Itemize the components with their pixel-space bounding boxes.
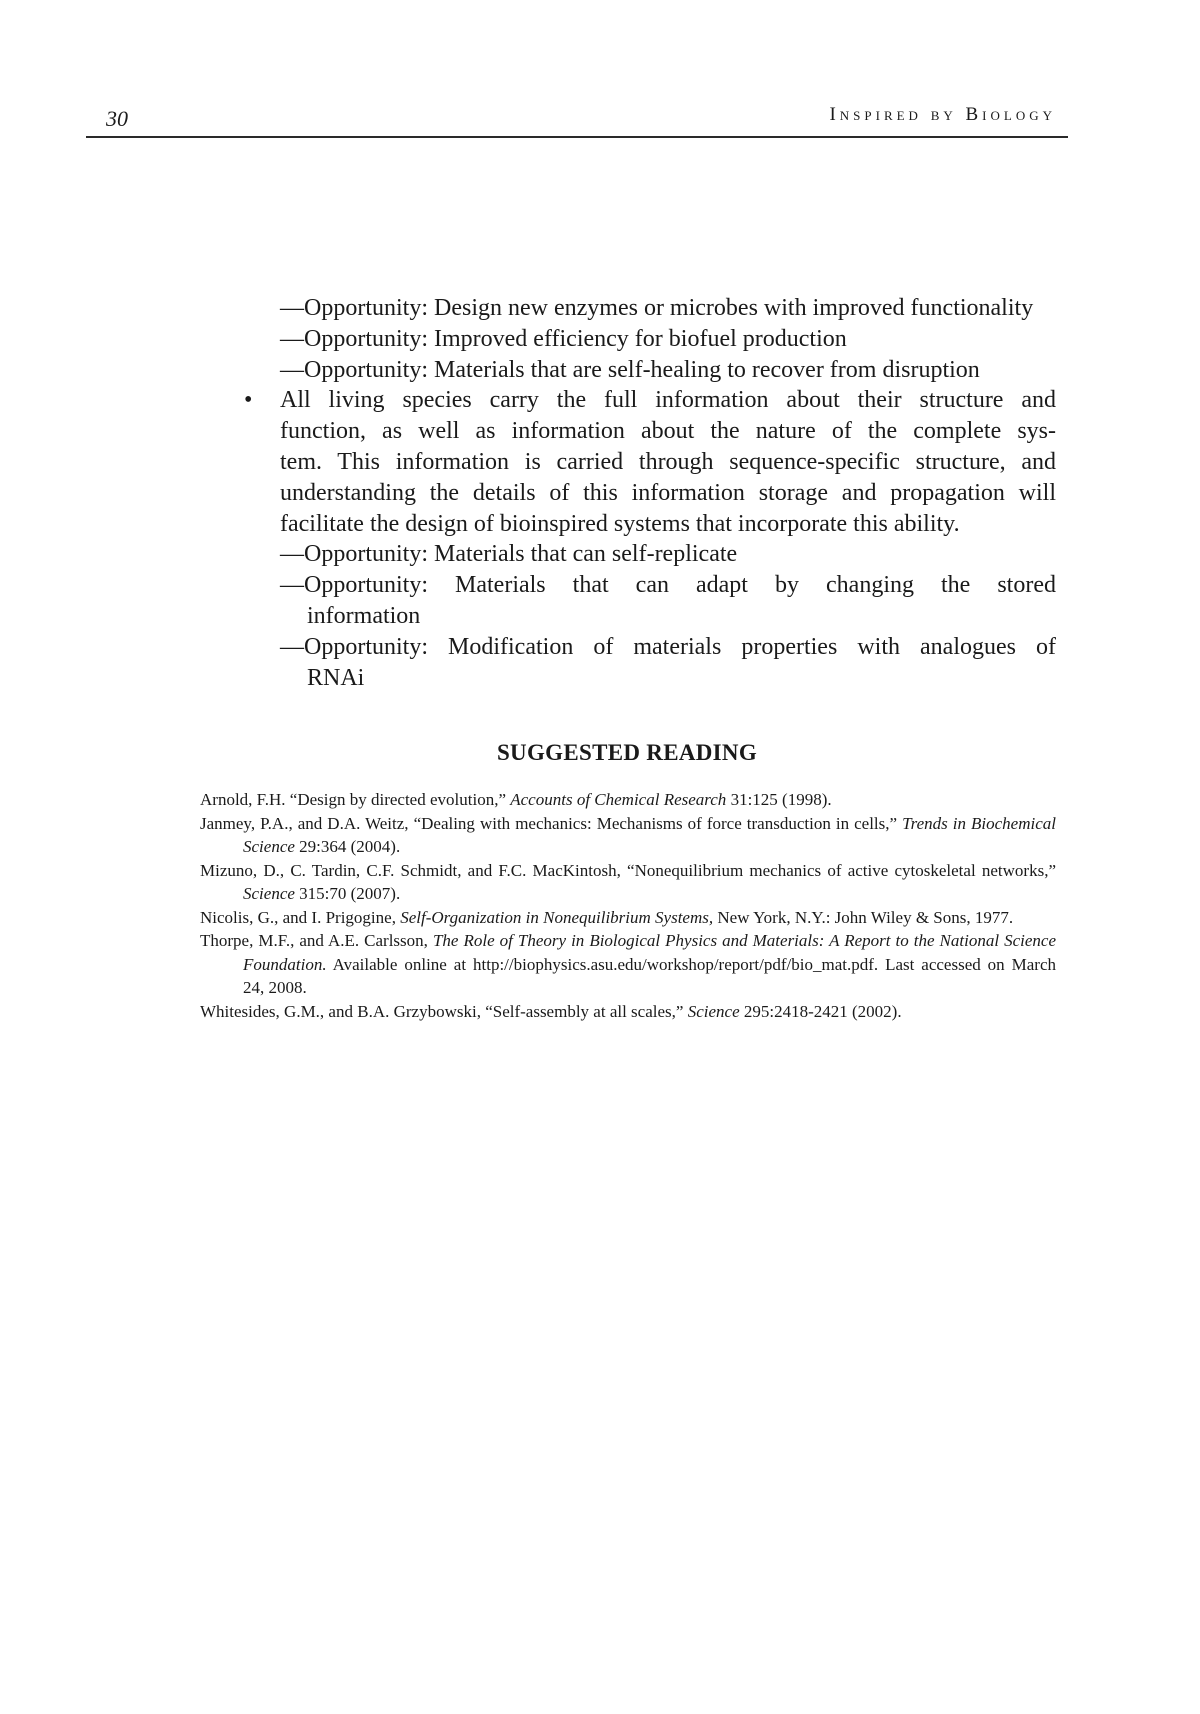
section-title: SUGGESTED READING <box>496 740 758 765</box>
bullet-line: facilitate the design of bioinspired systems that incorporate this ability. <box>280 510 960 537</box>
opportunity-line: —Opportunity: Modification of materials properties with analogues of <box>280 633 1056 660</box>
opportunity-line: —Opportunity: Materials that can adapt by changing the stored <box>280 572 1056 599</box>
opportunity-line: —Opportunity: Design new enzymes or microbes with improved functionality <box>280 295 1034 321</box>
reference-text: Mizuno, D., C. Tardin, C.F. Schmidt, and F.C. MacKintosh, “Nonequilibrium mechanics of active cytoskeletal networks,” <box>200 860 1056 880</box>
reference-text: Arnold, F.H. “Design by directed evolution,” <box>200 790 511 809</box>
reference-list <box>200 788 1056 1023</box>
running-title: Inspired by Biology <box>829 104 1056 125</box>
reference-text: 31:125 (1998). <box>726 790 832 809</box>
reference-item <box>200 906 1056 930</box>
bullet-line: tem. This information is carried through sequence-specific structure, and <box>280 448 1056 475</box>
reference-text: 295:2418-2421 (2002). <box>739 1001 902 1021</box>
reference-source: The Role of Theory in Biological Physics and Materials: A Report to the National Science Foundation. <box>243 931 1056 974</box>
opportunity-line: —Opportunity: Materials that are self-healing to recover from disruption <box>280 356 980 383</box>
opportunity-continuation: RNAi <box>307 664 365 691</box>
opportunity-line: —Opportunity: Materials that can self-replicate <box>280 541 738 568</box>
reference-item <box>200 859 1056 906</box>
reference-text: 315:70 (2007). <box>294 884 401 903</box>
bullet-line: function, as well as information about the nature of the complete sys- <box>280 418 1056 445</box>
reference-text: 29:364 (2004). <box>294 837 401 856</box>
reference-source: Self-Organization in Nonequilibrium Systems, <box>400 907 714 927</box>
reference-item <box>200 788 1056 812</box>
reference-item <box>200 812 1056 859</box>
reference-text: New York, N.Y.: John Wiley & Sons, 1977. <box>713 907 1014 927</box>
opportunity-item <box>240 539 1056 570</box>
reference-item <box>200 1000 1056 1024</box>
bullet-icon: • <box>244 387 253 414</box>
reference-source: Science <box>243 884 295 903</box>
reference-text: Thorpe, M.F., and A.E. Carlsson, <box>200 931 433 950</box>
reference-source: Science <box>687 1001 740 1021</box>
reference-source: Trends in Biochemical Science <box>243 813 1057 856</box>
body-text <box>240 293 1056 693</box>
page-header <box>86 100 1068 138</box>
reference-text: Janmey, P.A., and D.A. Weitz, “Dealing with mechanics: Mechanisms of force transduction in cells,” <box>200 813 903 833</box>
reference-text: Nicolis, G., and I. Prigogine, <box>200 907 401 927</box>
bullet-line: understanding the details of this information storage and propagation will <box>280 479 1056 506</box>
opportunity-item <box>240 570 1056 632</box>
bullet-line: All living species carry the full information about their structure and <box>280 387 1056 414</box>
opportunity-continuation: information <box>307 602 421 629</box>
page-number: 30 <box>106 106 128 131</box>
reference-text: Available online at http://biophysics.asu.edu/workshop/report/pdf/bio_mat.pdf. Last accessed on March 24, 2008. <box>243 954 1056 997</box>
bullet-paragraph <box>240 385 1056 539</box>
reference-item <box>200 929 1056 1000</box>
reference-text: Whitesides, G.M., and B.A. Grzybowski, “Self-assembly at all scales,” <box>200 1001 688 1021</box>
reference-source: Accounts of Chemical Research <box>510 790 727 809</box>
opportunity-line: —Opportunity: Improved efficiency for biofuel production <box>280 325 847 352</box>
opportunity-item <box>240 632 1056 694</box>
